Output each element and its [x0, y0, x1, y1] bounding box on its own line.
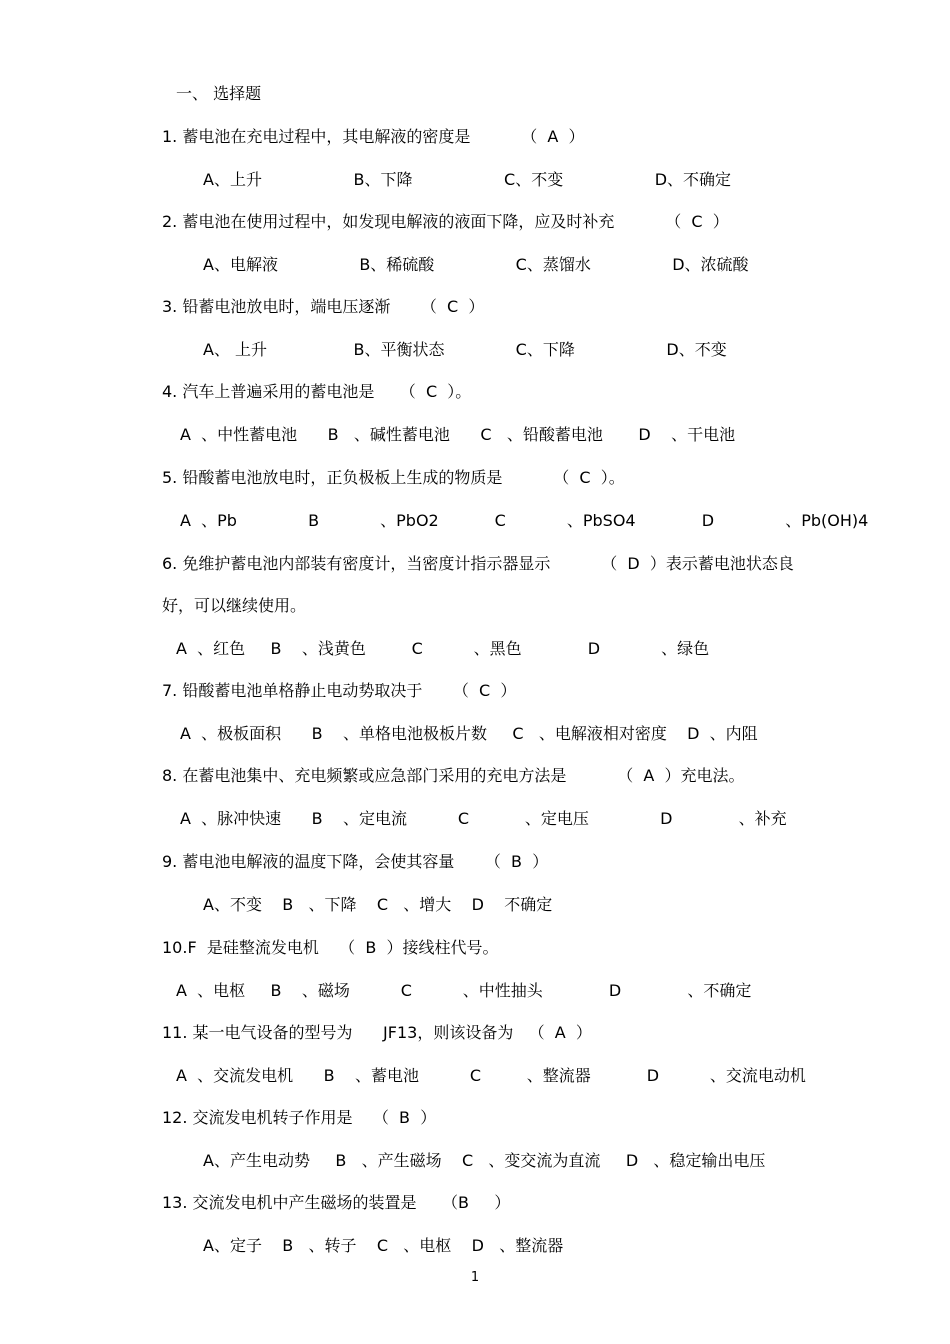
page-number: 1 — [470, 1270, 480, 1285]
question-line: 1. 蓄电池在充电过程中，其电解液的密度是 （ A ） — [162, 127, 585, 146]
question-line: 好，可以继续使用。 — [162, 596, 307, 615]
question-line: 4. 汽车上普遍采用的蓄电池是 （ C ）。 — [162, 382, 472, 401]
question-line: 6. 免维护蓄电池内部装有密度计，当密度计指示器显示 （ D ）表示蓄电池状态良 — [162, 554, 794, 573]
options-line: A、 上升 B、平衡状态 C、下降 D、不变 — [203, 340, 727, 359]
options-line: A 、中性蓄电池 B 、碱性蓄电池 C 、铅酸蓄电池 D 、干电池 — [180, 425, 736, 444]
question-line: 9. 蓄电池电解液的温度下降，会使其容量 （ B ） — [162, 852, 549, 871]
options-line: A、产生电动势 B 、产生磁场 C 、变交流为直流 D 、稳定输出电压 — [203, 1151, 766, 1170]
options-line: A、上升 B、下降 C、不变 D、不确定 — [203, 170, 732, 189]
options-line: A 、脉冲快速 B 、定电流 C 、定电压 D 、补充 — [180, 809, 787, 828]
options-line: A 、极板面积 B 、单格电池极板片数 C 、电解液相对密度 D 、内阻 — [180, 724, 758, 743]
options-line: A、不变 B 、下降 C 、增大 D 不确定 — [203, 895, 553, 914]
question-line: 7. 铅酸蓄电池单格静止电动势取决于 （ C ） — [162, 681, 517, 700]
question-line: 13. 交流发电机中产生磁场的装置是 （B ） — [162, 1193, 511, 1212]
question-line: 10.F 是硅整流发电机 （ B ）接线柱代号。 — [162, 938, 499, 957]
options-line: A 、Pb B 、PbO2 C 、PbSO4 D 、Pb(OH)4 — [180, 511, 869, 530]
options-line: A 、红色 B 、浅黄色 C 、黑色 D 、绿色 — [176, 639, 710, 658]
question-line: 5. 铅酸蓄电池放电时，正负极板上生成的物质是 （ C ）。 — [162, 468, 625, 487]
question-line: 2. 蓄电池在使用过程中，如发现电解液的液面下降，应及时补充 （ C ） — [162, 212, 729, 231]
options-line: A、电解液 B、稀硫酸 C、蒸馏水 D、浓硫酸 — [203, 255, 749, 274]
question-line: 12. 交流发电机转子作用是 （ B ） — [162, 1108, 437, 1127]
options-line: A、定子 B 、转子 C 、电枢 D 、整流器 — [203, 1236, 564, 1255]
question-line: 8. 在蓄电池集中、充电频繁或应急部门采用的充电方法是 （ A ）充电法。 — [162, 766, 745, 785]
section-title: 一、 选择题 — [176, 84, 262, 103]
question-line: 11. 某一电气设备的型号为 JF13，则该设备为 （ A ） — [162, 1023, 592, 1042]
options-line: A 、电枢 B 、磁场 C 、中性抽头 D 、不确定 — [176, 981, 752, 1000]
question-line: 3. 铅蓄电池放电时，端电压逐渐 （ C ） — [162, 297, 485, 316]
options-line: A 、交流发电机 B 、蓄电池 C 、整流器 D 、交流电动机 — [176, 1066, 806, 1085]
